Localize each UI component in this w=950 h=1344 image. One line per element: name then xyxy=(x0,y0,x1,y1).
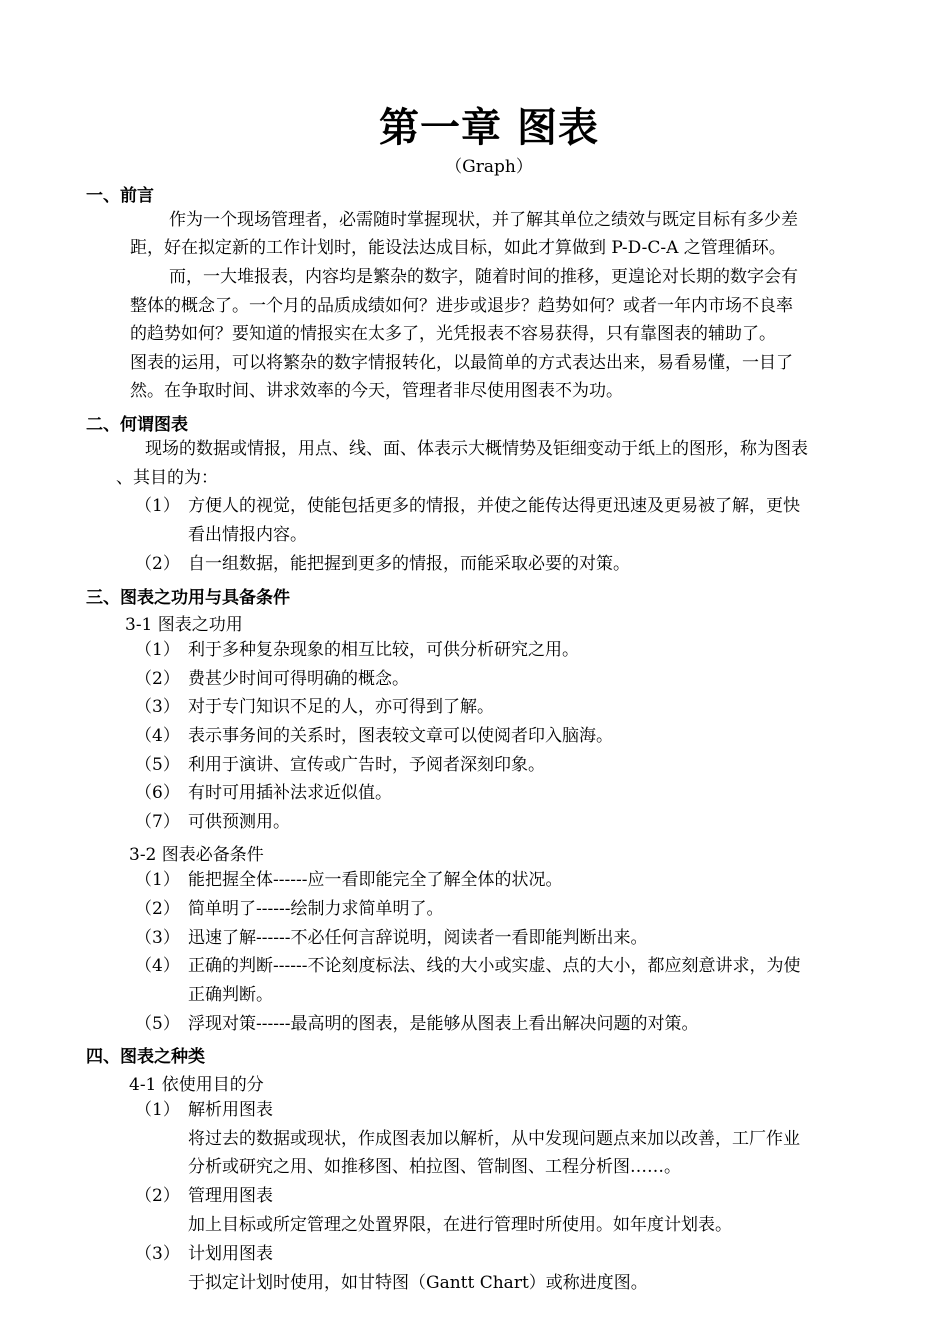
list-item-text: 利用于演讲、宣传或广告时，予阅者深刻印象。 xyxy=(188,755,545,775)
list-item-text: 迅速了解------不必任何言辞说明，阅读者一看即能判断出来。 xyxy=(188,928,648,948)
list-item-number: （6） xyxy=(135,783,180,803)
chapter-subtitle: （Graph） xyxy=(445,157,533,177)
list-item-number: （2） xyxy=(135,669,180,689)
list-item-number: （3） xyxy=(135,928,180,948)
section-heading-preface: 一、前言 xyxy=(86,186,154,206)
section-heading-functions: 三、图表之功用与具备条件 xyxy=(86,588,290,608)
paragraph-line: 现场的数据或情报，用点、线、面、体表示大概情势及钜细变动于纸上的图形，称为图表 xyxy=(145,439,808,459)
list-item-text: 看出情报内容。 xyxy=(188,524,307,545)
list-item-text: 对于专门知识不足的人，亦可得到了解。 xyxy=(188,697,494,717)
paragraph-line: 然。在争取时间、讲求效率的今天，管理者非尽使用图表不为功。 xyxy=(130,381,623,401)
section-heading-definition: 二、何谓图表 xyxy=(86,415,188,435)
list-item-label: 解析用图表 xyxy=(188,1100,273,1120)
list-item-text: 正确判断。 xyxy=(188,984,273,1005)
list-item-number: （5） xyxy=(135,755,180,775)
list-item-number: （2） xyxy=(135,1186,180,1206)
paragraph-line: 图表的运用，可以将繁杂的数字情报转化，以最简单的方式表达出来，易看易懂，一目了 xyxy=(130,353,793,373)
list-item-text: 自一组数据，能把握到更多的情报，而能采取必要的对策。 xyxy=(188,554,630,574)
list-item-text: 能把握全体------应一看即能完全了解全体的状况。 xyxy=(188,870,563,890)
subsection-heading: 3-1 图表之功用 xyxy=(125,615,243,635)
paragraph-line: 距，好在拟定新的工作计划时，能设法达成目标，如此才算做到 P-D-C-A 之管理循环。 xyxy=(130,238,786,258)
list-item-text: 利于多种复杂现象的相互比较，可供分析研究之用。 xyxy=(188,640,579,660)
list-item-number: （1） xyxy=(135,870,180,890)
list-item-number: （4） xyxy=(135,956,180,976)
paragraph-line: 而，一大堆报表，内容均是繁杂的数字，随着时间的推移，更遑论对长期的数字会有 xyxy=(169,267,798,287)
list-item-number: （3） xyxy=(135,697,180,717)
paragraph-line: 的趋势如何？要知道的情报实在太多了，光凭报表不容易获得，只有靠图表的辅助了。 xyxy=(130,324,776,344)
list-item-number: （1） xyxy=(135,640,180,660)
list-item-number: （5） xyxy=(135,1014,180,1034)
subsection-heading: 3-2 图表必备条件 xyxy=(129,845,264,865)
list-item-text: 加上目标或所定管理之处置界限，在进行管理时所使用。如年度计划表。 xyxy=(188,1214,732,1235)
list-item-number: （1） xyxy=(135,496,180,516)
list-item-text: 将过去的数据或现状，作成图表加以解析，从中发现问题点来加以改善，工厂作业 xyxy=(188,1128,800,1149)
section-heading-types: 四、图表之种类 xyxy=(86,1047,205,1067)
list-item-text: 方便人的视觉，使能包括更多的情报，并使之能传达得更迅速及更易被了解，更快 xyxy=(188,496,800,516)
list-item-text: 分析或研究之用、如推移图、柏拉图、管制图、工程分析图……。 xyxy=(188,1157,681,1178)
list-item-text: 浮现对策------最高明的图表，是能够从图表上看出解决问题的对策。 xyxy=(188,1014,699,1034)
list-item-text: 有时可用插补法求近似值。 xyxy=(188,783,392,803)
list-item-text: 正确的判断------不论刻度标法、线的大小或实虚、点的大小，都应刻意讲求，为使 xyxy=(188,956,801,976)
subsection-heading: 4-1 依使用目的分 xyxy=(129,1075,264,1095)
paragraph-line: 、其目的为： xyxy=(116,468,218,488)
list-item-label: 管理用图表 xyxy=(188,1186,273,1206)
list-item-text: 于拟定计划时使用，如甘特图（Gantt Chart）或称进度图。 xyxy=(188,1272,648,1293)
list-item-number: （2） xyxy=(135,554,180,574)
chapter-title: 第一章 图表 xyxy=(379,104,599,151)
list-item-text: 费甚少时间可得明确的概念。 xyxy=(188,669,409,689)
list-item-number: （7） xyxy=(135,812,180,832)
list-item-text: 可供预测用。 xyxy=(188,812,290,832)
list-item-label: 计划用图表 xyxy=(188,1244,273,1264)
paragraph-line: 整体的概念了。一个月的品质成绩如何？进步或退步？趋势如何？或者一年内市场不良率 xyxy=(130,296,793,316)
list-item-number: （4） xyxy=(135,726,180,746)
paragraph-line: 作为一个现场管理者，必需随时掌握现状，并了解其单位之绩效与既定目标有多少差 xyxy=(169,210,798,230)
list-item-text: 表示事务间的关系时，图表较文章可以使阅者印入脑海。 xyxy=(188,726,613,746)
list-item-number: （2） xyxy=(135,899,180,919)
list-item-number: （3） xyxy=(135,1244,180,1264)
list-item-number: （1） xyxy=(135,1100,180,1120)
list-item-text: 简单明了------绘制力求简单明了。 xyxy=(188,899,444,919)
